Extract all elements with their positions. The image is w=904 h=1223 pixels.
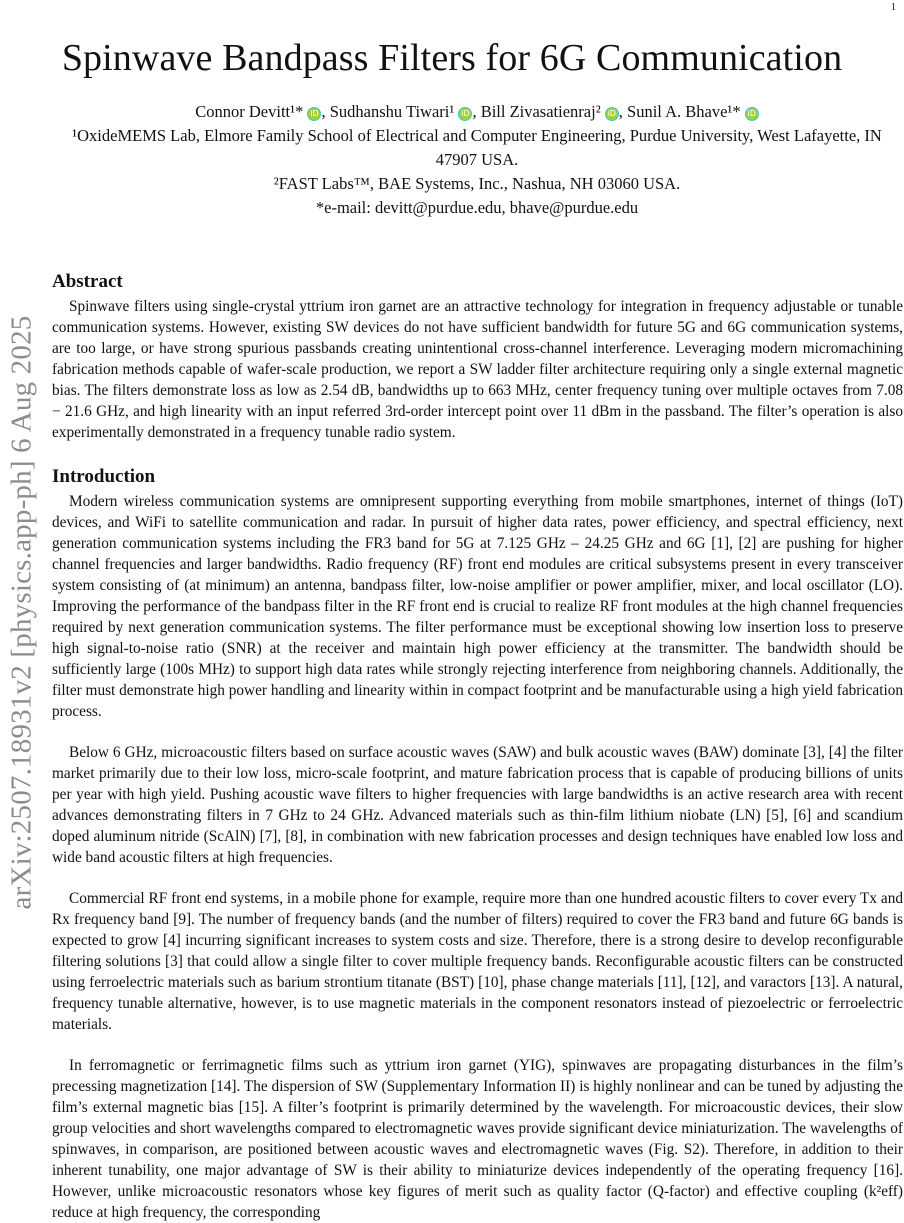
affiliation-2: ²FAST Labs™, BAE Systems, Inc., Nashua, NH 03060 USA. [273,174,681,193]
abstract-heading: Abstract [52,271,123,292]
page-number: 1 [891,2,896,13]
orcid-icon[interactable]: iD [461,109,470,118]
paper-title: Spinwave Bandpass Filters for 6G Communication [61,37,843,79]
arxiv-identifier: arXiv:2507.18931v2 [physics.app-ph] 6 Aug 2025 [5,315,38,909]
orcid-icon[interactable]: iD [747,109,756,118]
orcid-icon[interactable]: iD [607,109,616,118]
intro-paragraph-3: Commercial RF front end systems, in a mobile phone for example, require more than one hundred acoustic filters to cover every Tx and Rx frequency band [9]. The number of frequency bands (and the number of filters) required to cover the FR3 band and future 6G bands is expected to grow [4] incurring significant increases to system costs and size. Therefore, there is a strong desire to develop reconfigurable filtering solutions [3] that could allow a single filter to cover multiple frequency bands. Reconfigurable acoustic filters can be constructed using ferroelectric materials such as barium strontium titanate (BST) [10], phase change materials [11], [12], and varactors [13]. A natural, frequency tunable alternative, however, is to use magnetic materials in the component resonators instead of piezoelectric or ferroelectric materials. [52,890,903,1033]
arxiv-sidebar [2,262,42,962]
abstract-text: Spinwave filters using single-crystal yttrium iron garnet are an attractive technology for integration in frequency adjustable or tunable communication systems. However, existing SW devices do not have sufficient bandwidth for future 5G and 6G communication systems, are too large, or have strong spurious passbands creating unintentional cross-channel interference. Leveraging modern micromachining fabrication methods capable of wafer-scale production, we report a SW ladder filter architecture requiring only a single external magnetic bias. The filters demonstrate loss as low as 2.54 dB, bandwidths up to 663 MHz, center frequency tuning over multiple octaves from 7.08 − 21.6 GHz, and high linearity with an input referred 3rd-order intercept point over 11 dBm in the passband. The filter’s operation is also experimentally demonstrated in a frequency tunable radio system. [52,298,903,441]
orcid-icon[interactable]: iD [310,109,319,118]
author-2: , Sudhanshu Tiwari¹ [321,102,455,121]
intro-paragraph-2: Below 6 GHz, microacoustic filters based on surface acoustic waves (SAW) and bulk acoustic waves (BAW) dominate [3], [4] the filter market primarily due to their low loss, micro-scale footprint, and mature fabrication process that is capable of producing billions of units per year with high yield. Pushing acoustic wave filters to higher frequencies with large bandwidths is an active research area with recent advances demonstrating filters in 7 GHz to 24 GHz. Advanced materials such as thin-film lithium niobate (LN) [5], [6] and scandium doped aluminum nitride (ScAlN) [7], [8], in combination with new fabrication processes and design techniques have enabled low loss and wide band acoustic filters at high frequencies. [52,744,903,866]
intro-paragraph-1: Modern wireless communication systems are omnipresent supporting everything from mobile smartphones, internet of things (IoT) devices, and WiFi to satellite communication and radar. In pursuit of higher data rates, power efficiency, and spectral efficiency, next generation communication systems including the FR3 band for 5G at 7.125 GHz – 24.25 GHz and 6G [1], [2] are pushing for higher channel frequencies and larger bandwidths. Radio frequency (RF) front end modules are critical subsystems present in every transceiver system consisting of (at minimum) an antenna, bandpass filter, low-noise amplifier or power amplifier, mixer, and local oscillator (LO). Improving the performance of the bandpass filter in the RF front end is crucial to realize RF front modules at the high channel frequencies required by next generation communication systems. The filter performance must be exceptional showing low insertion loss to preserve high signal-to-noise ratio (SNR) at the receiver and maintain high power efficiency at the transmitter. The bandwidth should be sufficiently large (100s MHz) to support high data rates while strongly rejecting interference from neighboring channels. Additionally, the filter must demonstrate high power handling and linearity within in compact footprint and be manufacturable using a high yield fabrication process. [52,493,903,720]
author-4: , Sunil A. Bhave¹* [618,102,741,121]
author-list [52,100,902,124]
introduction-heading: Introduction [52,466,156,487]
author-block [52,100,902,220]
contact-email: *e-mail: devitt@purdue.edu, bhave@purdue.edu [315,198,639,217]
author-1: Connor Devitt¹* [195,102,304,121]
intro-paragraph-4: In ferromagnetic or ferrimagnetic films such as yttrium iron garnet (YIG), spinwaves are propagating disturbances in the film’s precessing magnetization [14]. The dispersion of SW (Supplementary Information II) is highly nonlinear and can be tuned by adjusting the film’s external magnetic bias [15]. A filter’s footprint is primarily determined by the wavelength. For microacoustic devices, their slow group velocities and short wavelengths compared to electromagnetic waves provide significant device miniaturization. The wavelengths of spinwaves, in comparison, are positioned between acoustic waves and electromagnetic waves (Fig. S2). Therefore, in addition to their inherent tunability, one major advantage of SW is their ability to miniaturize devices independently of the operating frequency [16]. However, unlike microacoustic resonators whose key figures of merit such as quality factor (Q-factor) and effective coupling (k²eff) reduce at high frequency, the corresponding [52,1057,903,1221]
affiliation-1: ¹OxideMEMS Lab, Elmore Family School of Electrical and Computer Engineering, Purdue University, West Lafayette, IN 47907 USA. [72,126,882,169]
author-3: , Bill Zivasatienraj² [472,102,601,121]
main-content [52,270,903,1223]
